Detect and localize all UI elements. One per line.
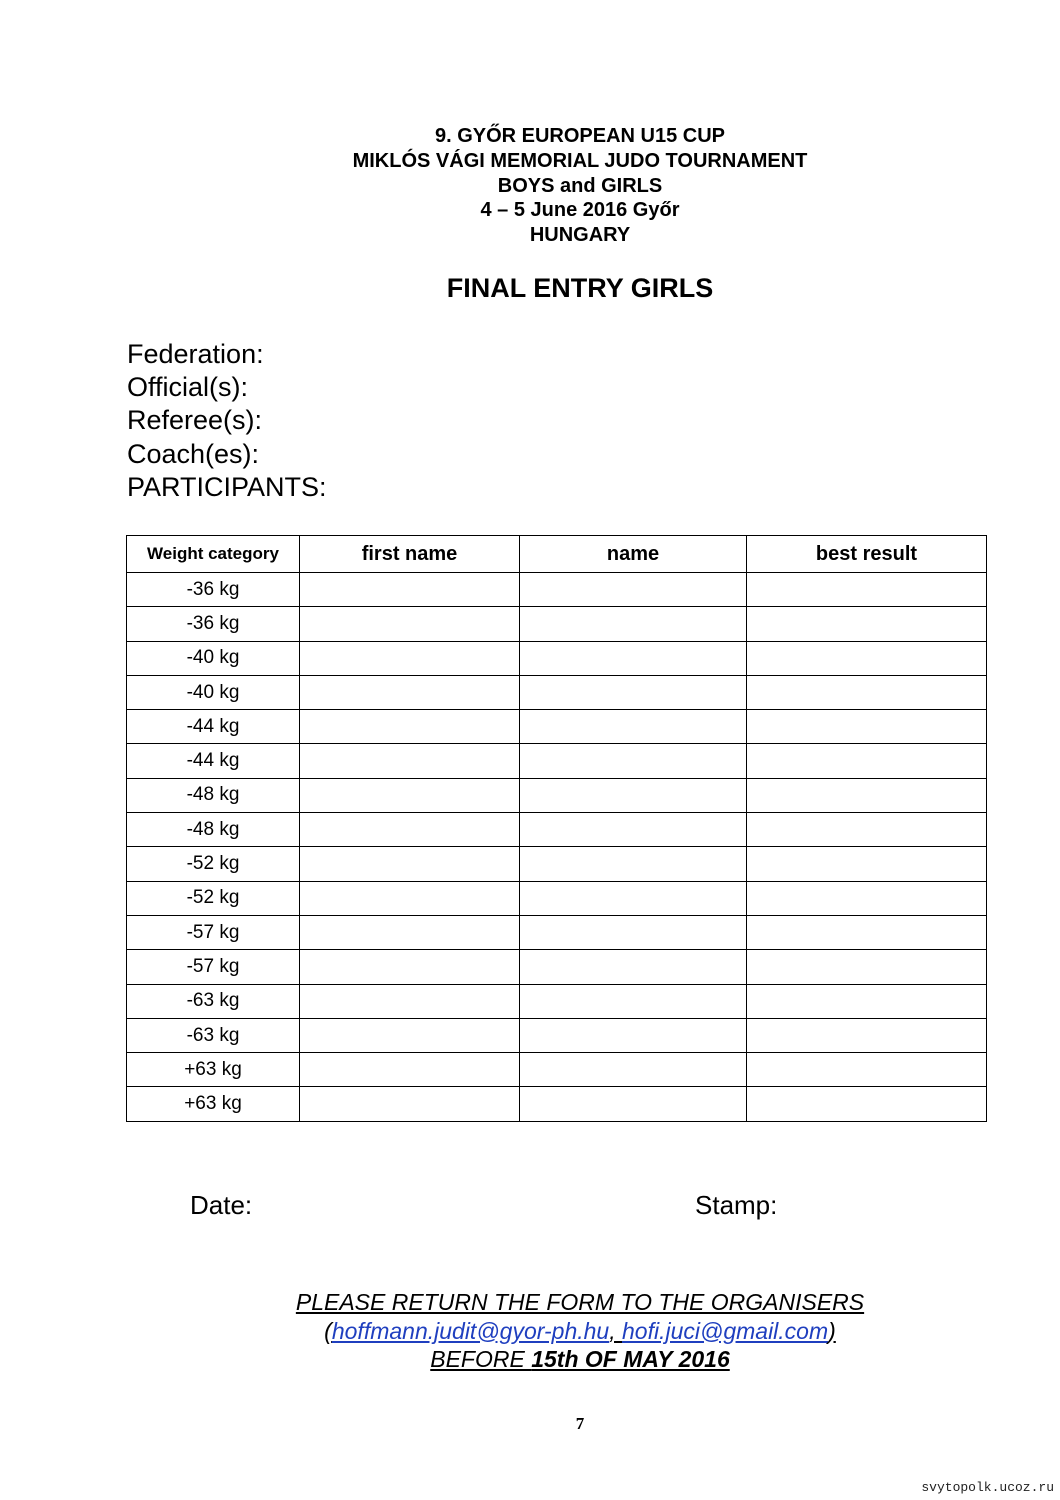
table-row xyxy=(127,1053,987,1087)
col-header-best-result: best result xyxy=(747,536,987,573)
header-line-memorial: MIKLÓS VÁGI MEMORIAL JUDO TOURNAMENT xyxy=(352,149,808,172)
first-name-cell[interactable] xyxy=(300,813,520,847)
table-row xyxy=(127,813,987,847)
stamp-label: Stamp: xyxy=(695,1190,778,1220)
first-name-cell[interactable] xyxy=(300,1053,520,1087)
coaches-label: Coach(es): xyxy=(127,438,260,469)
name-cell[interactable] xyxy=(520,1087,747,1121)
table-row xyxy=(127,881,987,915)
best-result-cell[interactable] xyxy=(747,881,987,915)
tournament-header xyxy=(0,124,1060,248)
name-cell[interactable] xyxy=(520,1018,747,1052)
name-cell[interactable] xyxy=(520,881,747,915)
name-cell[interactable] xyxy=(520,607,747,641)
first-name-cell[interactable] xyxy=(300,710,520,744)
weight-category-cell: -48 kg xyxy=(127,813,300,847)
header-line-cup: 9. GYŐR EUROPEAN U15 CUP xyxy=(434,125,726,147)
page-number: 7 xyxy=(575,1414,585,1433)
best-result-cell[interactable] xyxy=(747,710,987,744)
deadline-date: 15th OF MAY 2016 xyxy=(531,1346,730,1372)
name-cell[interactable] xyxy=(520,573,747,607)
name-cell[interactable] xyxy=(520,1053,747,1087)
table-row xyxy=(127,744,987,778)
header-line-divisions: BOYS and GIRLS xyxy=(497,174,663,197)
best-result-cell[interactable] xyxy=(747,573,987,607)
first-name-cell[interactable] xyxy=(300,881,520,915)
first-name-cell[interactable] xyxy=(300,607,520,641)
weight-category-cell: +63 kg xyxy=(127,1053,300,1087)
deadline-line xyxy=(0,1345,1060,1374)
table-row xyxy=(127,984,987,1018)
entry-fields xyxy=(127,338,327,504)
header-line-country: HUNGARY xyxy=(529,224,631,247)
first-name-cell[interactable] xyxy=(300,675,520,709)
weight-category-cell: -52 kg xyxy=(127,881,300,915)
header-line-dates: 4 – 5 June 2016 Győr xyxy=(480,199,680,222)
weight-category-cell: -40 kg xyxy=(127,641,300,675)
first-name-cell[interactable] xyxy=(300,984,520,1018)
name-cell[interactable] xyxy=(520,847,747,881)
name-cell[interactable] xyxy=(520,813,747,847)
return-instructions xyxy=(0,1288,1060,1374)
name-cell[interactable] xyxy=(520,675,747,709)
table-row xyxy=(127,778,987,812)
weight-category-cell: -44 kg xyxy=(127,744,300,778)
name-cell[interactable] xyxy=(520,710,747,744)
first-name-cell[interactable] xyxy=(300,1018,520,1052)
table-row xyxy=(127,1087,987,1121)
table-row xyxy=(127,675,987,709)
table-row xyxy=(127,915,987,949)
name-cell[interactable] xyxy=(520,950,747,984)
best-result-cell[interactable] xyxy=(747,915,987,949)
first-name-cell[interactable] xyxy=(300,915,520,949)
best-result-cell[interactable] xyxy=(747,675,987,709)
weight-category-cell: -44 kg xyxy=(127,710,300,744)
best-result-cell[interactable] xyxy=(747,847,987,881)
table-row xyxy=(127,950,987,984)
contact-emails-line xyxy=(0,1317,1060,1346)
table-row xyxy=(127,607,987,641)
date-label: Date: xyxy=(190,1190,253,1220)
name-cell[interactable] xyxy=(520,641,747,675)
email-link-hofi[interactable]: hofi.juci@gmail.com xyxy=(622,1317,829,1344)
before-label: BEFORE xyxy=(430,1346,532,1372)
col-header-first-name: first name xyxy=(300,536,520,573)
federation-label: Federation: xyxy=(127,339,264,369)
participants-table xyxy=(126,535,987,1122)
paren-close: ) xyxy=(828,1317,836,1344)
col-header-weight-category: Weight category xyxy=(127,536,300,573)
best-result-cell[interactable] xyxy=(747,1087,987,1121)
table-row xyxy=(127,641,987,675)
weight-category-cell: -36 kg xyxy=(127,607,300,641)
participants-label: PARTICIPANTS: xyxy=(127,471,327,502)
first-name-cell[interactable] xyxy=(300,744,520,778)
best-result-cell[interactable] xyxy=(747,744,987,778)
weight-category-cell: -63 kg xyxy=(127,984,300,1018)
best-result-cell[interactable] xyxy=(747,1018,987,1052)
weight-category-cell: -48 kg xyxy=(127,778,300,812)
name-cell[interactable] xyxy=(520,778,747,812)
email-separator: , xyxy=(609,1317,622,1344)
first-name-cell[interactable] xyxy=(300,847,520,881)
best-result-cell[interactable] xyxy=(747,778,987,812)
name-cell[interactable] xyxy=(520,984,747,1018)
officials-label: Official(s): xyxy=(127,372,249,403)
table-row xyxy=(127,710,987,744)
first-name-cell[interactable] xyxy=(300,950,520,984)
weight-category-cell: -40 kg xyxy=(127,675,300,709)
watermark: svytopolk.ucoz.ru xyxy=(921,1480,1054,1495)
first-name-cell[interactable] xyxy=(300,1087,520,1121)
weight-category-cell: +63 kg xyxy=(127,1087,300,1121)
referees-label: Referee(s): xyxy=(127,405,263,436)
weight-category-cell: -52 kg xyxy=(127,847,300,881)
email-link-hoffmann[interactable]: hoffmann.judit@gyor-ph.hu xyxy=(331,1317,610,1344)
table-header-row xyxy=(127,536,987,573)
page-title: FINAL ENTRY GIRLS xyxy=(446,273,714,303)
best-result-cell[interactable] xyxy=(747,1053,987,1087)
return-instruction-line: PLEASE RETURN THE FORM TO THE ORGANISERS xyxy=(295,1289,865,1315)
weight-category-cell: -57 kg xyxy=(127,915,300,949)
table-row xyxy=(127,847,987,881)
first-name-cell[interactable] xyxy=(300,573,520,607)
first-name-cell[interactable] xyxy=(300,641,520,675)
weight-category-cell: -57 kg xyxy=(127,950,300,984)
first-name-cell[interactable] xyxy=(300,778,520,812)
best-result-cell[interactable] xyxy=(747,641,987,675)
table-row xyxy=(127,573,987,607)
weight-category-cell: -63 kg xyxy=(127,1018,300,1052)
col-header-name: name xyxy=(520,536,747,573)
weight-category-cell: -36 kg xyxy=(127,573,300,607)
best-result-cell[interactable] xyxy=(747,984,987,1018)
best-result-cell[interactable] xyxy=(747,950,987,984)
best-result-cell[interactable] xyxy=(747,813,987,847)
table-row xyxy=(127,1018,987,1052)
best-result-cell[interactable] xyxy=(747,607,987,641)
paren-open: ( xyxy=(324,1317,332,1344)
name-cell[interactable] xyxy=(520,915,747,949)
name-cell[interactable] xyxy=(520,744,747,778)
